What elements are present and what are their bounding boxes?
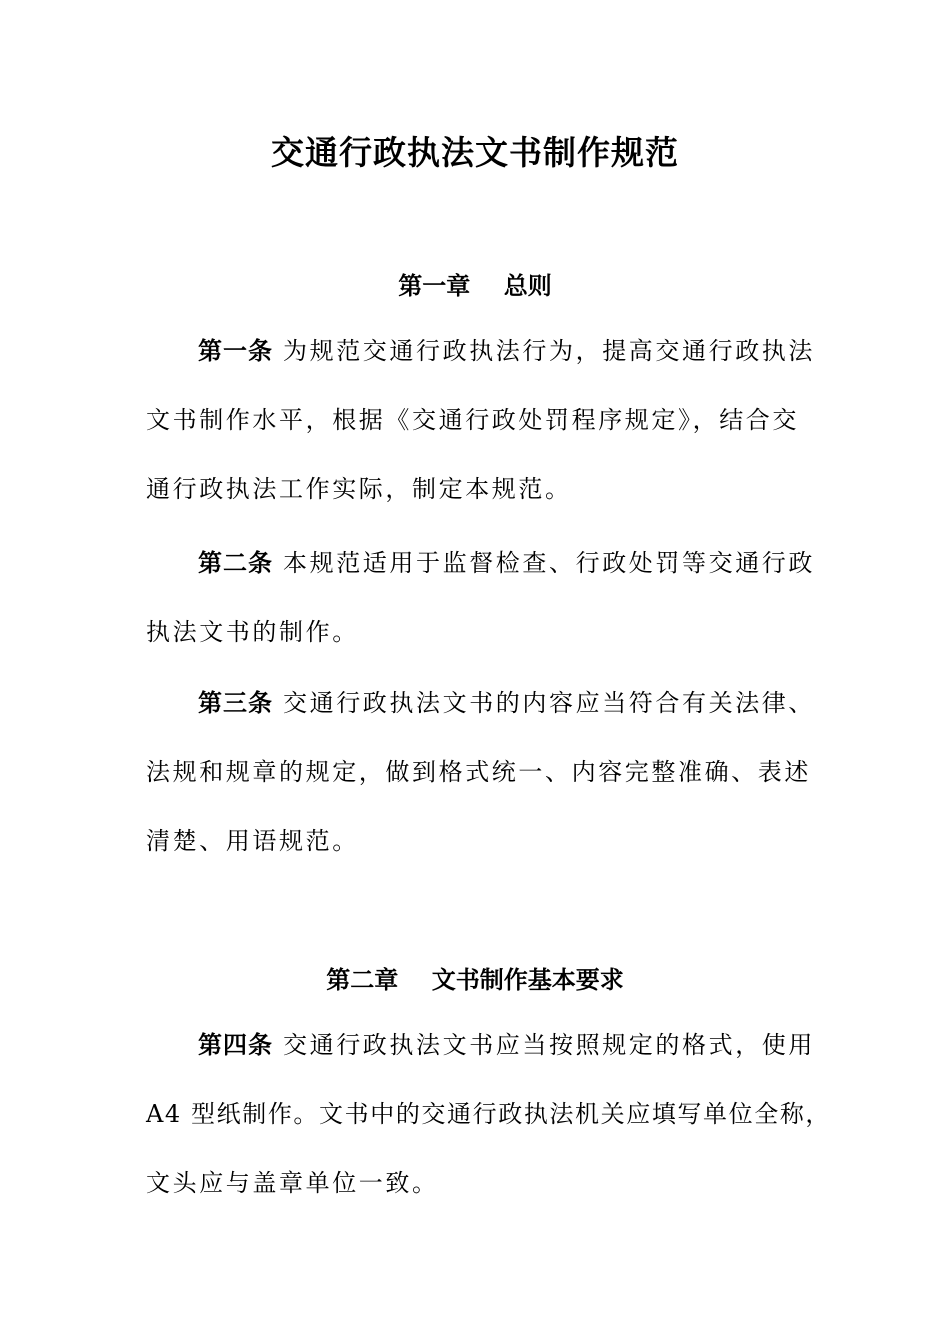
- article-1-line-2: 文书制作水平，根据《交通行政处罚程序规定》，结合交: [146, 406, 799, 434]
- article-4: [146, 1010, 832, 1218]
- article-1-line-1: [146, 316, 826, 386]
- article-4-label: 第四条: [198, 1030, 273, 1059]
- article-4-line-1: [146, 1010, 826, 1080]
- article-2-text-1: 本规范适用于监督检查、行政处罚等交通行政: [283, 549, 815, 577]
- article-1: [146, 316, 826, 524]
- article-2-label: 第二条: [198, 548, 273, 577]
- article-2: [146, 528, 826, 667]
- document-title: 交通行政执法文书制作规范: [271, 133, 679, 172]
- article-4-line-2: A4 型纸制作。文书中的交通行政执法机关应填写单位全称，: [146, 1100, 832, 1128]
- article-3-line-3: 清楚、用语规范。: [146, 827, 359, 855]
- article-2-line-2: 执法文书的制作。: [146, 618, 359, 646]
- article-3: [146, 668, 826, 876]
- article-3-line-1: [146, 668, 826, 738]
- article-1-line-3: 通行政执法工作实际，制定本规范。: [146, 475, 572, 503]
- article-4-text-1: 交通行政执法文书应当按照规定的格式，使用: [283, 1031, 815, 1059]
- article-1-text-1: 为规范交通行政执法行为，提高交通行政执法: [283, 337, 815, 365]
- article-4-line-3: 文头应与盖章单位一致。: [146, 1169, 439, 1197]
- chapter-1-heading: 第一章 总则: [398, 271, 552, 300]
- article-3-label: 第三条: [198, 688, 273, 717]
- article-2-line-1: [146, 528, 826, 598]
- chapter-2-heading: 第二章 文书制作基本要求: [326, 965, 624, 994]
- article-1-label: 第一条: [198, 336, 273, 365]
- article-3-text-1: 交通行政执法文书的内容应当符合有关法律、: [283, 689, 815, 717]
- article-3-line-2: 法规和规章的规定，做到格式统一、内容完整准确、表述: [146, 758, 811, 786]
